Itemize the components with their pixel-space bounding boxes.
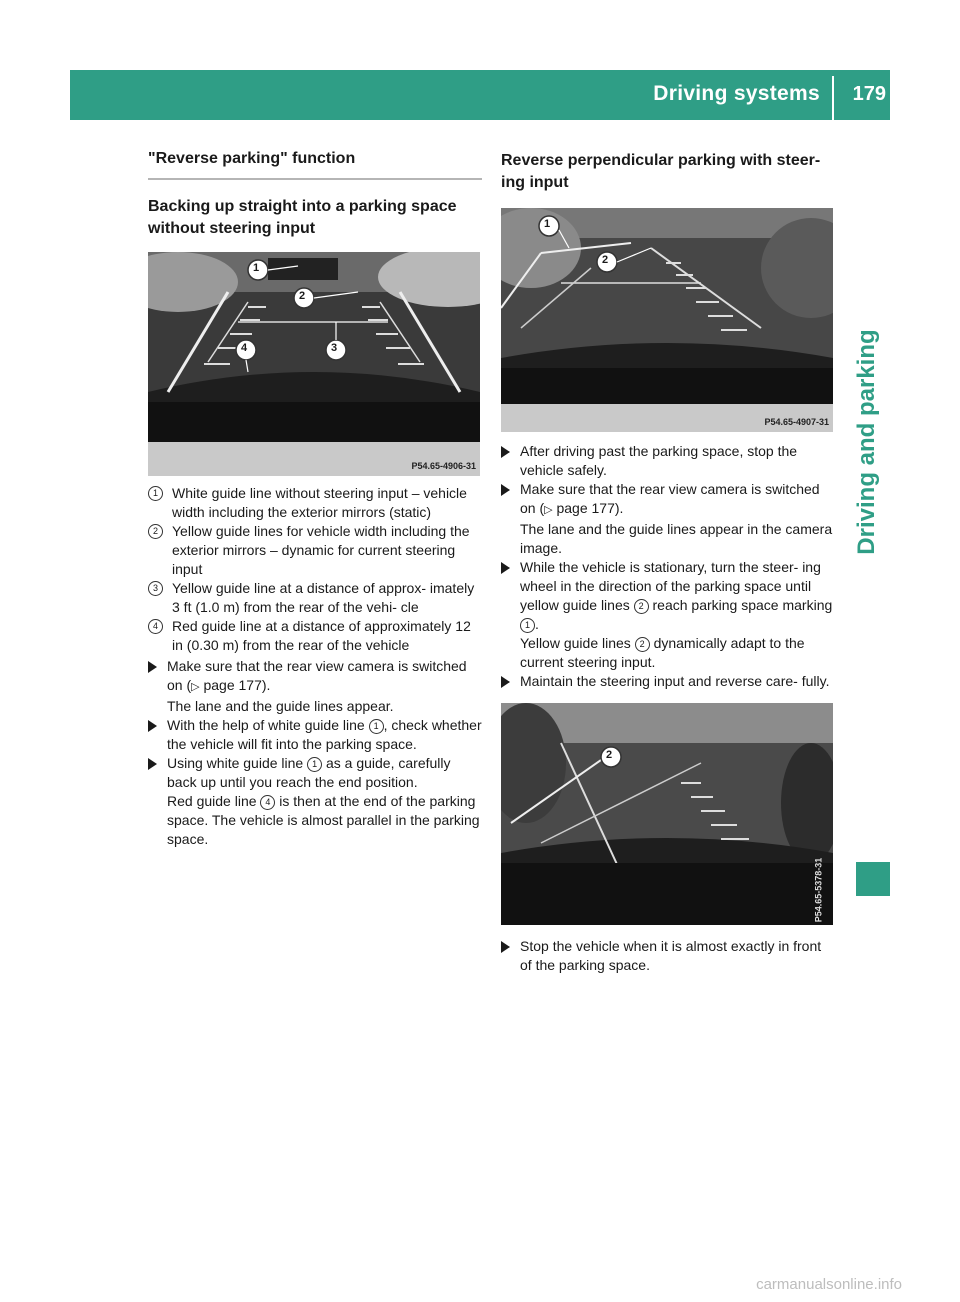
legend-text: Yellow guide lines for vehicle width including the exterior mirrors – dynamic for current steering input [172,523,470,577]
step-text: While the vehicle is stationary, turn the steer‐ ing wheel in the direction of the parking space until yellow guide lines [520,559,821,613]
step-arrow-icon [501,562,510,574]
legend-item [148,484,482,522]
step-text: reach parking space marking [648,597,833,613]
callout-1: 1 [253,262,260,274]
step-text: Stop the vehicle when it is almost exactly in front of the parking space. [520,938,822,973]
step-text: Maintain the steering input and reverse care‐ fully. [520,673,830,689]
callout-2: 2 [299,290,306,302]
step-text: The lane and the guide lines appear. [167,698,394,714]
step-text: page 177). [552,500,624,516]
step-arrow-icon [501,484,510,496]
page-ref-icon: ▷ [191,681,200,693]
legend-list [148,484,482,655]
figure-code: P54.65-4906-31 [411,461,476,471]
step-arrow-icon [501,446,510,458]
side-tab [844,142,890,882]
legend-number: 2 [148,524,163,539]
subsection-title: Backing up straight into a parking space without steering input [148,198,457,237]
side-tab-label: Driving and parking [853,329,880,555]
step-text: . [535,616,539,632]
inline-number: 1 [520,618,535,633]
camera-figure-perpendicular [501,208,833,432]
callout-4: 4 [241,342,248,354]
section-title: "Reverse parking" function [148,150,482,180]
instruction-step [148,657,482,716]
page-ref-icon: ▷ [544,504,553,516]
step-text: With the help of white guide line [167,717,369,733]
step-arrow-icon [148,720,157,732]
camera-image [148,252,480,476]
step-text: The lane and the guide lines appear in the camera image. [520,521,833,556]
inline-number: 2 [634,599,649,614]
inline-number: 2 [635,637,650,652]
step-text: Make sure that the rear view camera is switched on ( [520,481,820,516]
instruction-step [501,442,835,480]
subsection-title: Reverse perpendicular parking with steer‐ ing input [501,152,821,191]
legend-text: Red guide line at a distance of approximately 12 in (0.30 m) from the rear of the vehicle [172,618,471,653]
page-number: 179 [852,83,886,105]
step-arrow-icon [148,661,157,673]
legend-item [148,579,482,617]
legend-number: 4 [148,619,163,634]
camera-figure-straight [148,252,480,476]
camera-image [501,208,833,432]
callout-3: 3 [331,342,338,354]
step-text: is then at the end of the parking space. The vehicle is almost parallel in the parking space. [167,793,480,847]
callout-2: 2 [602,254,609,266]
header-divider [832,76,834,120]
right-column [501,150,835,975]
step-text: as a guide, carefully back up until you reach the end position. [167,755,451,790]
side-tab-marker [856,862,890,896]
callout-2: 2 [606,749,613,761]
inline-number: 4 [260,795,275,810]
step-text: page 177). [199,677,271,693]
instruction-step [148,716,482,754]
legend-number: 3 [148,581,163,596]
inline-number: 1 [369,719,384,734]
steps-list [148,657,482,849]
instruction-step [501,937,835,975]
instruction-step [501,558,835,672]
page-header [70,70,890,120]
callout-1: 1 [544,218,551,230]
steps-list [501,937,835,975]
instruction-step [501,480,835,558]
figure-code: P54.65-5378-31 [813,857,824,923]
step-text: dynamically adapt to the current steering input. [520,635,805,670]
legend-text: Yellow guide line at a distance of approx‐ imately 3 ft (1.0 m) from the rear of the vehi‐ cle [172,580,475,615]
legend-text: White guide line without steering input – vehicle width including the exterior mirrors (static) [172,485,467,520]
instruction-step [501,672,835,691]
step-text: After driving past the parking space, stop the vehicle safely. [520,443,798,478]
inline-number: 1 [307,757,322,772]
step-text: Red guide line [167,793,261,809]
chapter-title: Driving systems [653,82,820,105]
steps-list [501,442,835,691]
camera-figure-final [501,703,833,925]
legend-item [148,522,482,579]
legend-item [148,617,482,655]
step-text: , check whether the vehicle will fit into the parking space. [167,717,482,752]
step-text: Make sure that the rear view camera is switched on ( [167,658,467,693]
step-text: Yellow guide lines [520,635,635,651]
instruction-step [148,754,482,849]
legend-number: 1 [148,486,163,501]
watermark: carmanualsonline.info [756,1276,902,1293]
step-arrow-icon [501,676,510,688]
step-arrow-icon [501,941,510,953]
figure-code: P54.65-4907-31 [764,417,829,427]
step-arrow-icon [148,758,157,770]
camera-image [501,703,833,925]
step-text: Using white guide line [167,755,308,771]
left-column [148,150,482,849]
